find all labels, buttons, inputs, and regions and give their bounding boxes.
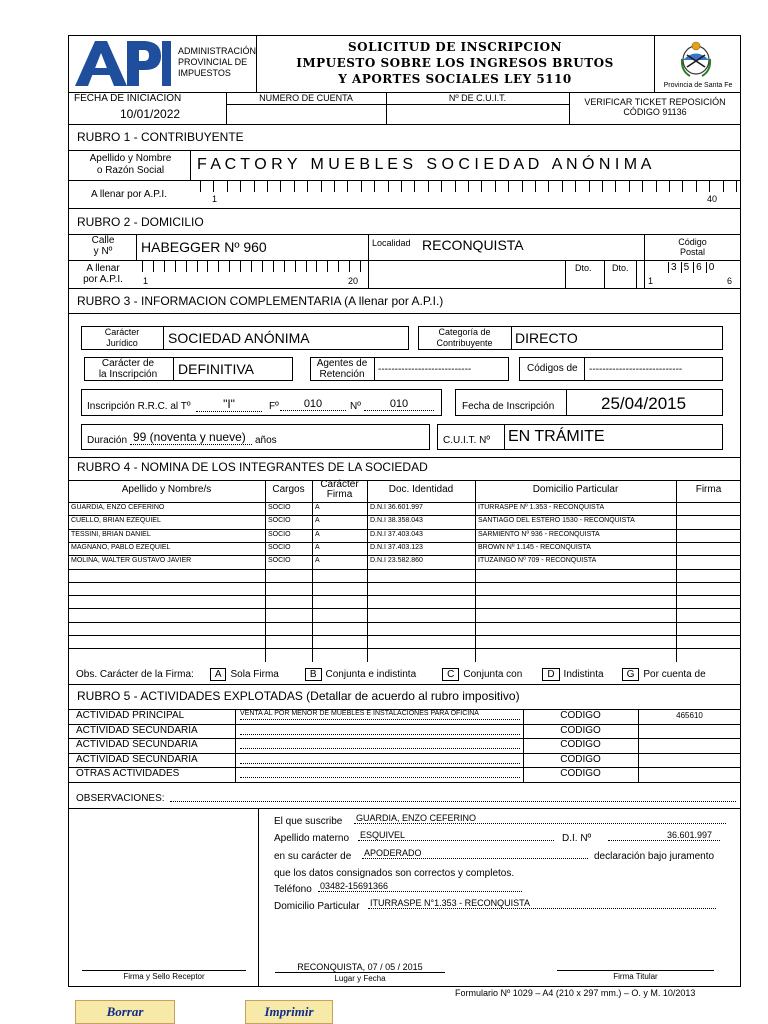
firma-type: Conjunta e indistinta bbox=[325, 669, 417, 680]
box-tick bbox=[280, 180, 281, 192]
actividad-label: ACTIVIDAD PRINCIPAL bbox=[76, 710, 185, 721]
label-line: Carácter bbox=[104, 327, 140, 337]
actividad-desc[interactable] bbox=[240, 754, 520, 764]
row-divider bbox=[68, 515, 741, 516]
santa-fe-shield-icon bbox=[678, 39, 714, 79]
table-cell[interactable]: D.N.I 38.358.043 bbox=[370, 517, 423, 525]
codigo-postal-digits[interactable] bbox=[668, 262, 714, 273]
box-tick bbox=[481, 180, 482, 192]
label-line: Contribuyente bbox=[436, 338, 493, 348]
box-tick bbox=[164, 260, 165, 272]
box-tick bbox=[267, 180, 268, 192]
box-tick bbox=[284, 260, 285, 272]
borrar-button[interactable]: Borrar bbox=[75, 1000, 175, 1024]
decl-line-5 bbox=[274, 881, 732, 898]
table-header-5: Domicilio Particular bbox=[532, 484, 619, 495]
cp-digit: 0 bbox=[706, 262, 715, 273]
actividad-desc[interactable] bbox=[240, 768, 520, 778]
materno-value[interactable]: ESQUIVEL bbox=[358, 830, 554, 841]
org-line: IMPUESTOS bbox=[178, 68, 231, 78]
codigo-label: CODIGO bbox=[560, 739, 601, 751]
cp-digit: 3 bbox=[668, 262, 677, 273]
box-tick bbox=[535, 180, 536, 192]
box-tick bbox=[240, 180, 241, 192]
box-index: 40 bbox=[707, 194, 718, 204]
observaciones-field[interactable] bbox=[170, 801, 736, 802]
table-cell[interactable]: D.N.I 36.601.997 bbox=[370, 504, 423, 511]
box-tick bbox=[200, 180, 201, 192]
label-line: la Inscripción bbox=[98, 369, 158, 380]
observaciones-label: OBSERVACIONES: bbox=[76, 793, 165, 804]
telefono-value[interactable]: 03482-15691366 bbox=[318, 881, 522, 892]
box-tick bbox=[321, 180, 322, 192]
table-cell[interactable]: D.N.I 23.582.860 bbox=[370, 557, 423, 565]
cuit-label-2: C.U.I.T. Nº bbox=[443, 435, 490, 446]
di-value[interactable]: 36.601.997 bbox=[608, 830, 720, 841]
codigo-label: CODIGO bbox=[560, 753, 601, 765]
anos-label: años bbox=[255, 435, 277, 446]
dto-label: Dto. bbox=[612, 263, 629, 273]
box-tick bbox=[575, 180, 576, 192]
table-header-6: Firma bbox=[695, 484, 722, 495]
row-divider bbox=[68, 595, 741, 596]
domicilio-value[interactable]: ITURRASPE N°1.353 - RECONQUISTA bbox=[368, 898, 716, 909]
box-tick bbox=[338, 260, 339, 272]
caracter-value[interactable]: APODERADO bbox=[362, 848, 588, 859]
box-tick bbox=[349, 260, 350, 272]
razon-social-label bbox=[72, 153, 189, 177]
rubro2-title: RUBRO 2 - DOMICILIO bbox=[77, 215, 204, 229]
duracion-label: Duración bbox=[87, 435, 128, 446]
box-tick bbox=[709, 180, 710, 192]
label-line: Carácter de bbox=[101, 358, 155, 369]
box-tick bbox=[401, 180, 402, 192]
table-cell[interactable]: SARMIENTO Nº 936 - RECONQUISTA bbox=[478, 530, 600, 538]
box-tick bbox=[642, 180, 643, 192]
codigos-label: Códigos de bbox=[527, 363, 578, 374]
row-divider bbox=[68, 622, 741, 623]
label-line: Código bbox=[678, 237, 707, 247]
firma-key: C bbox=[442, 668, 459, 681]
box-tick bbox=[361, 180, 362, 192]
table-cell[interactable]: A bbox=[315, 530, 320, 538]
table-cell[interactable]: A bbox=[315, 543, 320, 551]
localidad-label: Localidad bbox=[372, 238, 411, 248]
caracter-inscripcion-value[interactable]: DEFINITIVA bbox=[178, 361, 254, 377]
fecha-inscripcion-value[interactable]: 25/04/2015 bbox=[601, 394, 687, 413]
localidad-value[interactable]: RECONQUISTA bbox=[422, 237, 524, 253]
box-tick bbox=[294, 180, 295, 192]
label-line: Agentes de bbox=[316, 358, 368, 369]
box-tick bbox=[347, 180, 348, 192]
title-line: Y APORTES SOCIALES LEY 5110 bbox=[338, 72, 572, 86]
caracter-juridico-label bbox=[82, 327, 162, 349]
rrc-label: Inscripción R.R.C. al Tº bbox=[87, 401, 191, 412]
firma-key: A bbox=[210, 668, 227, 681]
box-tick bbox=[218, 260, 219, 272]
table-cell[interactable]: SOCIO bbox=[268, 530, 291, 538]
actividades-table bbox=[68, 709, 741, 782]
api-code-boxes[interactable] bbox=[200, 180, 736, 192]
table-cell[interactable]: A bbox=[315, 504, 320, 511]
box-tick bbox=[414, 180, 415, 192]
table-cell[interactable]: CUELLO, BRIAN EZEQUIEL bbox=[71, 517, 161, 525]
box-index: 1 bbox=[212, 194, 218, 204]
box-tick bbox=[254, 180, 255, 192]
title-line: SOLICITUD DE INSCRIPCION bbox=[347, 40, 563, 54]
lugar-fecha-label: Lugar y Fecha bbox=[334, 974, 386, 983]
table-cell[interactable]: SOCIO bbox=[268, 517, 291, 525]
decl-line-2 bbox=[274, 830, 732, 847]
box-tick bbox=[262, 260, 263, 272]
domicilio-code-boxes[interactable] bbox=[142, 260, 360, 272]
decl-line-3 bbox=[274, 848, 732, 865]
actividad-label: ACTIVIDAD SECUNDARIA bbox=[76, 753, 198, 765]
box-tick bbox=[307, 180, 308, 192]
rubro5-title: RUBRO 5 - ACTIVIDADES EXPLOTADAS (Detallar de acuerdo al rubro impositivo) bbox=[77, 689, 520, 703]
api-fill-label: A llenar por A.P.I. bbox=[91, 189, 167, 200]
rubro1-title: RUBRO 1 - CONTRIBUYENTE bbox=[77, 130, 244, 144]
cp-digit: 6 bbox=[693, 262, 702, 273]
form-title bbox=[258, 39, 652, 87]
decl-line-6 bbox=[274, 898, 732, 915]
folio-label: Fº bbox=[269, 401, 279, 412]
box-tick bbox=[656, 180, 657, 192]
box-tick bbox=[562, 180, 563, 192]
box-tick bbox=[360, 260, 361, 272]
fecha-iniciacion-label: FECHA DE INICIACION bbox=[74, 93, 182, 104]
decl-line-1 bbox=[274, 813, 732, 830]
row-divider bbox=[68, 582, 741, 583]
actividad-label: OTRAS ACTIVIDADES bbox=[76, 768, 180, 780]
box-tick bbox=[629, 180, 630, 192]
caracter-label: en su carácter de bbox=[274, 851, 352, 862]
box-tick bbox=[522, 180, 523, 192]
numero-cuenta-label: NUMERO DE CUENTA bbox=[259, 93, 353, 103]
row-divider bbox=[68, 635, 741, 636]
row-divider bbox=[68, 542, 741, 543]
table-cell[interactable]: MOLINA, WALTER GUSTAVO JAVIER bbox=[71, 557, 192, 565]
calle-value[interactable]: HABEGGER Nº 960 bbox=[141, 239, 267, 255]
codigos-value[interactable]: ---------------------------- bbox=[589, 364, 683, 375]
fecha-iniciacion-value[interactable]: 10/01/2022 bbox=[120, 107, 181, 121]
label-line: Categoría de bbox=[438, 327, 491, 337]
box-tick bbox=[175, 260, 176, 272]
box-tick bbox=[207, 260, 208, 272]
box-index: 1 bbox=[648, 276, 654, 286]
table-cell[interactable]: D.N.I 37.403.043 bbox=[370, 530, 423, 538]
table-cell[interactable]: SOCIO bbox=[268, 504, 291, 511]
suscribe-value[interactable]: GUARDIA, ENZO CEFERINO bbox=[354, 813, 726, 824]
box-tick bbox=[273, 260, 274, 272]
table-cell[interactable]: SOCIO bbox=[268, 557, 291, 565]
label-line: A llenar bbox=[86, 263, 120, 274]
table-cell[interactable]: TESSINI, BRIAN DANIEL bbox=[71, 530, 151, 538]
table-cell[interactable]: ITURRASPE Nº 1.353 - RECONQUISTA bbox=[478, 504, 605, 511]
dto-label: Dto. bbox=[575, 263, 592, 273]
cp-digit: 5 bbox=[681, 262, 690, 273]
rubro4-title: RUBRO 4 - NOMINA DE LOS INTEGRANTES DE LA SOCIEDAD bbox=[77, 460, 428, 474]
api-fill-label-2 bbox=[72, 263, 134, 285]
firma-type: Sola Firma bbox=[230, 669, 279, 680]
box-tick bbox=[736, 180, 737, 192]
codigo-label: CODIGO bbox=[560, 724, 601, 736]
firma-receptor-label: Firma y Sello Receptor bbox=[123, 972, 205, 981]
label-line: y Nº bbox=[93, 246, 113, 257]
table-header-2: Cargos bbox=[272, 484, 305, 495]
box-index: 6 bbox=[727, 276, 733, 286]
codigo-label: CODIGO bbox=[560, 768, 601, 780]
box-tick bbox=[197, 260, 198, 272]
actividad-desc[interactable]: VENTA AL POR MENOR DE MUEBLES E INSTALACIONES PARA OFICINA bbox=[240, 710, 520, 720]
actividad-label: ACTIVIDAD SECUNDARIA bbox=[76, 739, 198, 751]
table-header-3: Carácter Firma bbox=[320, 479, 359, 500]
box-tick bbox=[327, 260, 328, 272]
box-tick bbox=[615, 180, 616, 192]
box-tick bbox=[455, 180, 456, 192]
box-tick bbox=[388, 180, 389, 192]
org-name bbox=[178, 46, 256, 79]
box-tick bbox=[153, 260, 154, 272]
box-tick bbox=[306, 260, 307, 272]
box-tick bbox=[696, 180, 697, 192]
box-tick bbox=[240, 260, 241, 272]
box-tick bbox=[441, 180, 442, 192]
integrantes-table bbox=[68, 480, 741, 662]
materno-label: Apellido materno bbox=[274, 833, 350, 844]
rubro3-title: RUBRO 3 - INFORMACION COMPLEMENTARIA (A llenar por A.P.I.) bbox=[77, 294, 444, 308]
telefono-label: Teléfono bbox=[274, 884, 312, 895]
label-line: Retención bbox=[319, 369, 365, 380]
box-index: 20 bbox=[348, 276, 359, 286]
fecha-inscripcion-label: Fecha de Inscripción bbox=[462, 401, 555, 412]
label-line: por A.P.I. bbox=[83, 274, 123, 285]
calle-label bbox=[70, 235, 136, 257]
box-tick bbox=[723, 180, 724, 192]
box-tick bbox=[251, 260, 252, 272]
box-tick bbox=[495, 180, 496, 192]
actividad-desc[interactable] bbox=[240, 739, 520, 749]
folio-value[interactable]: 010 bbox=[280, 398, 346, 411]
firma-key: B bbox=[305, 668, 322, 681]
decl-line-4: que los datos consignados son correctos y completos. bbox=[274, 868, 515, 879]
firma-type: Conjunta con bbox=[463, 669, 523, 680]
org-line: ADMINISTRACIÓN bbox=[178, 46, 257, 56]
table-cell[interactable]: SANTIAGO DEL ESTERO 1530 - RECONQUISTA bbox=[478, 517, 635, 525]
suscribe-label: El que suscribe bbox=[274, 816, 343, 827]
row-divider bbox=[68, 648, 741, 649]
box-tick bbox=[374, 180, 375, 192]
box-tick bbox=[428, 180, 429, 192]
caracter-inscripcion-label bbox=[85, 358, 171, 380]
domicilio-label: Domicilio Particular bbox=[274, 901, 360, 912]
numero-value[interactable]: 010 bbox=[364, 398, 434, 411]
agentes-retencion-label bbox=[311, 358, 373, 380]
box-tick bbox=[468, 180, 469, 192]
box-tick bbox=[589, 180, 590, 192]
box-tick bbox=[548, 180, 549, 192]
verificar-ticket bbox=[569, 97, 741, 117]
table-cell[interactable]: A bbox=[315, 517, 320, 525]
box-tick bbox=[508, 180, 509, 192]
codigo-postal-label bbox=[644, 237, 741, 257]
box-tick bbox=[669, 180, 670, 192]
firma-legend bbox=[76, 668, 706, 681]
table-cell[interactable]: D.N.I 37.403.123 bbox=[370, 543, 423, 551]
province-label: Provincia de Santa Fe bbox=[663, 82, 733, 89]
duracion-value[interactable]: 99 (noventa y nueve) bbox=[130, 430, 252, 445]
codigo-label: CODIGO bbox=[560, 710, 601, 721]
imprimir-button[interactable]: Imprimir bbox=[245, 1000, 333, 1024]
row-divider bbox=[68, 555, 741, 556]
categoria-label bbox=[419, 327, 510, 349]
label-line: o Razón Social bbox=[96, 165, 165, 176]
label-line: Jurídico bbox=[106, 338, 138, 348]
razon-social-value[interactable]: F A C T O R Y M U E B L E S S O C I E D A D A N Ó N I M A bbox=[197, 156, 652, 173]
box-tick bbox=[316, 260, 317, 272]
actividad-label: ACTIVIDAD SECUNDARIA bbox=[76, 724, 198, 736]
verify-line: CÓDIGO 91136 bbox=[623, 107, 687, 117]
row-divider bbox=[68, 529, 741, 530]
column-divider bbox=[235, 709, 236, 782]
box-tick bbox=[682, 180, 683, 192]
table-cell[interactable]: GUARDIA, ENZO CEFERINO bbox=[71, 504, 165, 511]
di-label: D.I. Nº bbox=[562, 833, 592, 844]
label-line: Apellido y Nombre bbox=[89, 153, 172, 164]
agentes-retencion-value[interactable]: ---------------------------- bbox=[378, 364, 472, 375]
title-line: IMPUESTO SOBRE LOS INGRESOS BRUTOS bbox=[296, 56, 614, 70]
org-line: PROVINCIAL DE bbox=[178, 57, 248, 67]
table-cell[interactable]: ITUZAINGÓ Nº 709 - RECONQUISTA bbox=[478, 557, 597, 565]
label-line: Postal bbox=[679, 247, 705, 257]
box-tick bbox=[227, 180, 228, 192]
firma-titular-label: Firma Titular bbox=[613, 972, 658, 981]
juramento-label: declaración bajo juramento bbox=[594, 851, 715, 862]
api-logo bbox=[73, 38, 171, 88]
box-tick bbox=[229, 260, 230, 272]
row-divider bbox=[68, 569, 741, 570]
box-tick bbox=[186, 260, 187, 272]
verify-line: VERIFICAR TICKET REPOSICIÓN bbox=[584, 97, 726, 107]
firma-key: D bbox=[542, 668, 559, 681]
lugar-fecha-value[interactable]: RECONQUISTA, 07 / 05 / 2015 bbox=[275, 962, 445, 973]
cuit-value[interactable]: EN TRÁMITE bbox=[508, 428, 605, 445]
row-divider bbox=[68, 502, 741, 503]
box-tick bbox=[213, 180, 214, 192]
obs-label: Obs. Carácter de la Firma: bbox=[76, 669, 194, 680]
row-divider bbox=[68, 608, 741, 609]
codigo-value[interactable]: 465610 bbox=[676, 711, 703, 720]
table-cell[interactable]: A bbox=[315, 557, 320, 565]
firma-key: G bbox=[622, 668, 640, 681]
box-tick bbox=[334, 180, 335, 192]
box-tick bbox=[295, 260, 296, 272]
actividad-desc[interactable] bbox=[240, 725, 520, 735]
cuit-label: Nº DE C.U.I.T. bbox=[448, 93, 507, 103]
table-cell[interactable]: MAGNANO, PABLO EZEQUIEL bbox=[71, 543, 171, 551]
table-header-4: Doc. Identidad bbox=[388, 484, 454, 495]
table-header-1: Apellido y Nombre/s bbox=[121, 484, 212, 495]
box-index: 1 bbox=[143, 276, 149, 286]
rrc-tomo-value[interactable]: "I" bbox=[196, 397, 262, 412]
label-line: Calle bbox=[91, 235, 115, 246]
caracter-juridico-value[interactable]: SOCIEDAD ANÓNIMA bbox=[168, 330, 310, 346]
box-tick bbox=[602, 180, 603, 192]
numero-label: Nº bbox=[350, 401, 361, 412]
firma-type: Por cuenta de bbox=[643, 669, 706, 680]
table-cell[interactable]: BROWN Nº 1.145 - RECONQUISTA bbox=[478, 543, 591, 551]
table-cell[interactable]: SOCIO bbox=[268, 543, 291, 551]
box-tick bbox=[142, 260, 143, 272]
categoria-value[interactable]: DIRECTO bbox=[515, 330, 578, 346]
form-code: Formulario Nº 1029 – A4 (210 x 297 mm.) – O. y M. 10/2013 bbox=[455, 988, 696, 998]
firma-type: Indistinta bbox=[563, 669, 604, 680]
